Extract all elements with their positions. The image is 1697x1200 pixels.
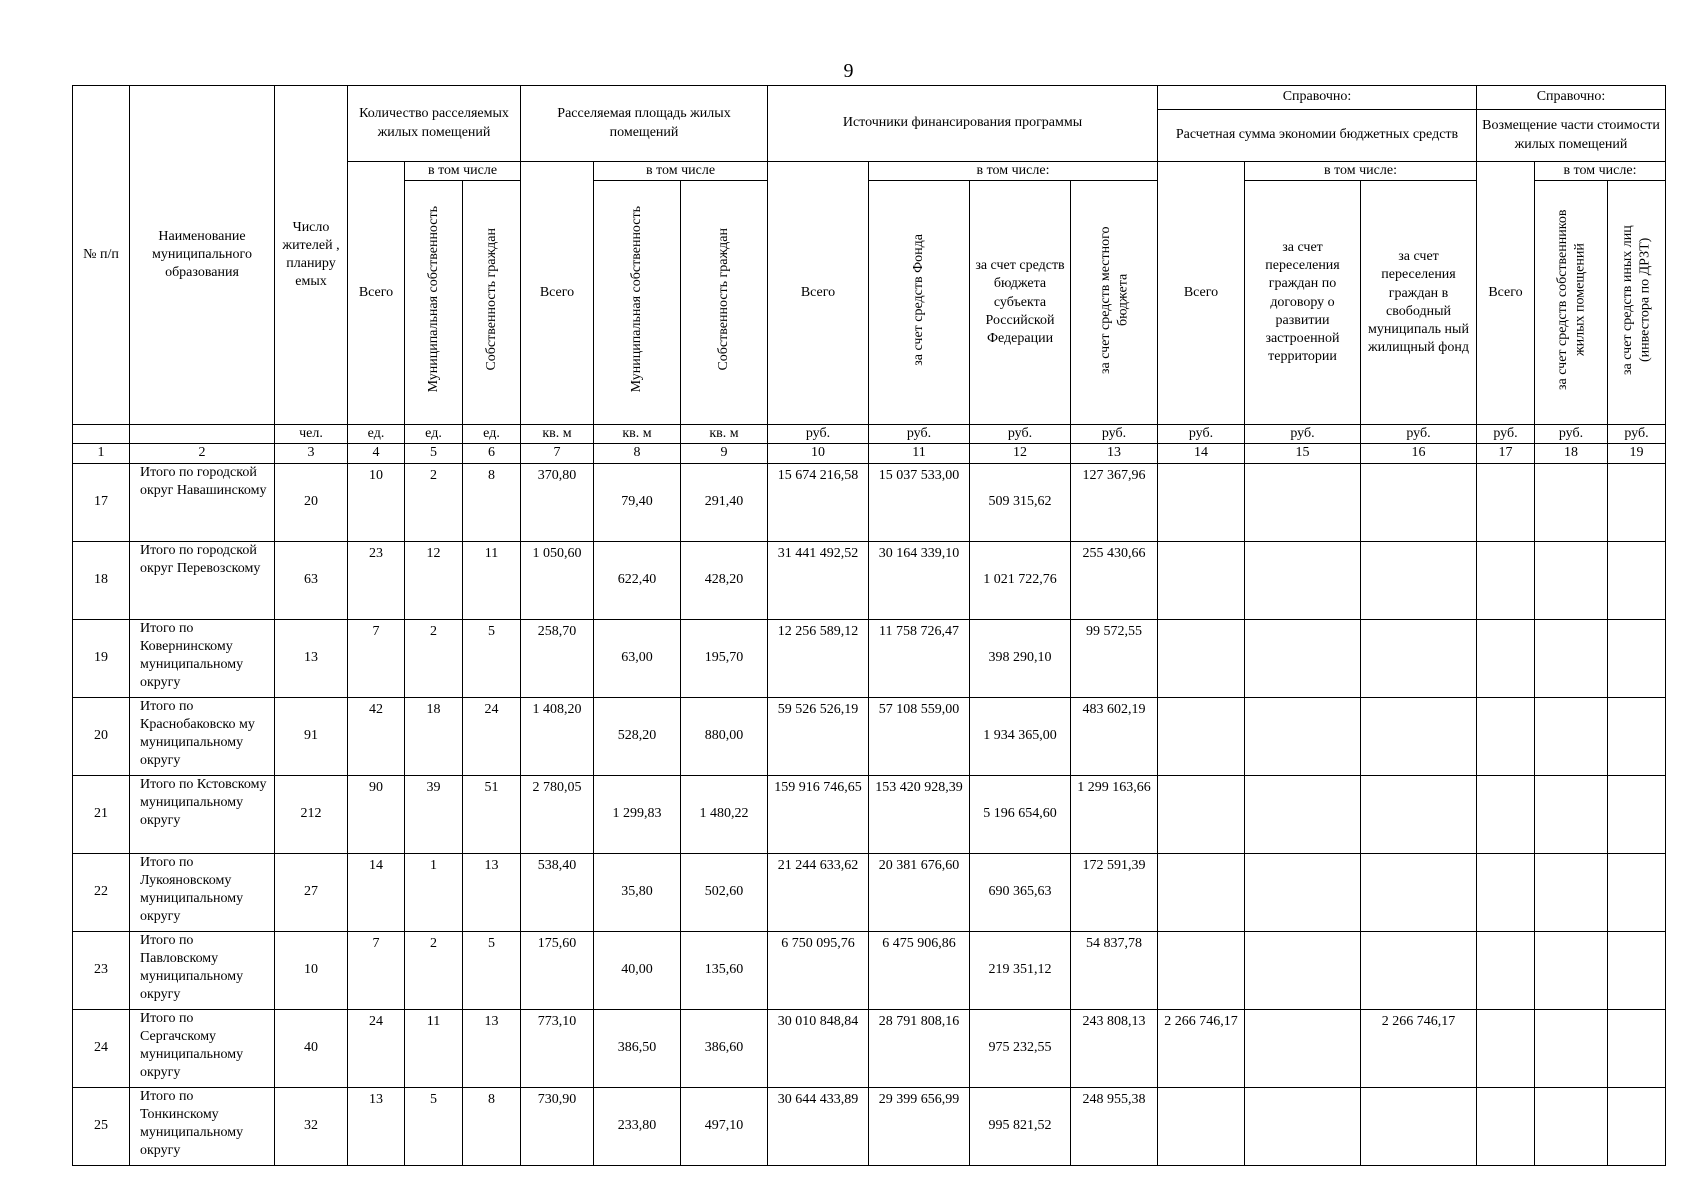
cell-comp-total (1477, 697, 1535, 775)
col-number: 13 (1071, 444, 1158, 463)
cell-n: 20 (73, 697, 130, 775)
col-number: 11 (869, 444, 970, 463)
cell-n: 25 (73, 1087, 130, 1165)
cell-area-mun: 40,00 (594, 931, 681, 1009)
cell-residents: 40 (275, 1009, 348, 1087)
cell-name: Итого по городской округ Перевозскому (130, 541, 275, 619)
col-number: 9 (681, 444, 768, 463)
unit: руб. (1535, 425, 1608, 444)
cell-qty-mun: 2 (405, 463, 463, 541)
cell-fin-subject: 690 365,63 (970, 853, 1071, 931)
cell-name: Итого по городской округ Навашинскому (130, 463, 275, 541)
cell-fin-subject: 995 821,52 (970, 1087, 1071, 1165)
cell-n: 19 (73, 619, 130, 697)
header-name: Наименование муниципального образования (130, 86, 275, 425)
cell-qty-mun: 2 (405, 619, 463, 697)
cell-qty-cit: 51 (463, 775, 521, 853)
cell-fin-local: 243 808,13 (1071, 1009, 1158, 1087)
cell-residents: 91 (275, 697, 348, 775)
header-econ-total: Всего (1158, 162, 1245, 425)
cell-comp-owners (1535, 775, 1608, 853)
cell-qty-cit: 11 (463, 541, 521, 619)
cell-area-total: 773,10 (521, 1009, 594, 1087)
cell-area-cit: 195,70 (681, 619, 768, 697)
cell-area-total: 1 050,60 (521, 541, 594, 619)
cell-comp-owners (1535, 931, 1608, 1009)
col-number: 19 (1608, 444, 1666, 463)
cell-fin-fund: 28 791 808,16 (869, 1009, 970, 1087)
unit: руб. (1071, 425, 1158, 444)
cell-econ-free (1361, 931, 1477, 1009)
col-number: 12 (970, 444, 1071, 463)
cell-qty-total: 10 (348, 463, 405, 541)
table-row (73, 853, 1666, 931)
cell-fin-local: 54 837,78 (1071, 931, 1158, 1009)
cell-qty-mun: 11 (405, 1009, 463, 1087)
cell-area-mun: 622,40 (594, 541, 681, 619)
cell-econ-free (1361, 1087, 1477, 1165)
cell-qty-mun: 2 (405, 931, 463, 1009)
cell-econ-total (1158, 541, 1245, 619)
cell-qty-total: 90 (348, 775, 405, 853)
unit: кв. м (681, 425, 768, 444)
unit: ед. (463, 425, 521, 444)
cell-econ-free (1361, 853, 1477, 931)
cell-area-cit: 502,60 (681, 853, 768, 931)
cell-qty-total: 24 (348, 1009, 405, 1087)
cell-comp-investors (1608, 931, 1666, 1009)
cell-comp-owners (1535, 619, 1608, 697)
cell-econ-dev (1245, 931, 1361, 1009)
cell-econ-dev (1245, 619, 1361, 697)
header-qty-incl: в том числе (405, 162, 521, 181)
cell-econ-dev (1245, 541, 1361, 619)
cell-comp-investors (1608, 541, 1666, 619)
header-fin-group: Источники финансирования программы (768, 86, 1158, 162)
cell-name: Итого по Краснобаковско му муниципальному округу (130, 697, 275, 775)
cell-name: Итого по Павловскому муниципальному округу (130, 931, 275, 1009)
cell-fin-fund: 20 381 676,60 (869, 853, 970, 931)
col-number: 2 (130, 444, 275, 463)
cell-n: 22 (73, 853, 130, 931)
header-econ-incl: в том числе: (1245, 162, 1477, 181)
cell-fin-total: 59 526 526,19 (768, 697, 869, 775)
col-number: 14 (1158, 444, 1245, 463)
unit: руб. (1477, 425, 1535, 444)
cell-area-cit: 135,60 (681, 931, 768, 1009)
cell-comp-investors (1608, 775, 1666, 853)
cell-n: 17 (73, 463, 130, 541)
cell-econ-free (1361, 541, 1477, 619)
col-number: 6 (463, 444, 521, 463)
cell-fin-subject: 398 290,10 (970, 619, 1071, 697)
cell-comp-investors (1608, 463, 1666, 541)
header-econ-dev: за счет переселения граждан по договору о развитии застроенной территории (1245, 181, 1361, 425)
cell-fin-total: 12 256 589,12 (768, 619, 869, 697)
cell-area-mun: 528,20 (594, 697, 681, 775)
cell-area-total: 175,60 (521, 931, 594, 1009)
unit: кв. м (521, 425, 594, 444)
header-fin-fund: за счет средств Фонда (911, 233, 927, 366)
table-row (73, 541, 1666, 619)
page-number: 9 (843, 60, 854, 82)
col-number: 5 (405, 444, 463, 463)
header-qty-total: Всего (348, 162, 405, 425)
header-qty-mun: Муниципальная собственность (425, 206, 441, 393)
cell-name: Итого по Кстовскому муниципальному округу (130, 775, 275, 853)
cell-econ-total (1158, 853, 1245, 931)
header-econ-free: за счет переселения граждан в свободный муниципаль ный жилищный фонд (1361, 181, 1477, 425)
cell-residents: 212 (275, 775, 348, 853)
cell-comp-total (1477, 541, 1535, 619)
column-numbers-row (73, 444, 1666, 463)
table-row (73, 775, 1666, 853)
header-ref2: Справочно: (1477, 86, 1666, 110)
header-num: № п/п (73, 86, 130, 425)
cell-comp-total (1477, 619, 1535, 697)
cell-comp-total (1477, 1009, 1535, 1087)
cell-comp-owners (1535, 1009, 1608, 1087)
cell-fin-total: 21 244 633,62 (768, 853, 869, 931)
cell-comp-investors (1608, 1009, 1666, 1087)
cell-fin-local: 248 955,38 (1071, 1087, 1158, 1165)
cell-comp-owners (1535, 463, 1608, 541)
cell-fin-fund: 29 399 656,99 (869, 1087, 970, 1165)
unit: руб. (768, 425, 869, 444)
cell-comp-total (1477, 1087, 1535, 1165)
unit: руб. (1158, 425, 1245, 444)
cell-area-cit: 1 480,22 (681, 775, 768, 853)
cell-fin-subject: 509 315,62 (970, 463, 1071, 541)
cell-econ-total (1158, 1087, 1245, 1165)
cell-area-mun: 1 299,83 (594, 775, 681, 853)
cell-qty-mun: 39 (405, 775, 463, 853)
col-number: 1 (73, 444, 130, 463)
cell-n: 24 (73, 1009, 130, 1087)
cell-residents: 32 (275, 1087, 348, 1165)
cell-econ-dev (1245, 697, 1361, 775)
cell-area-total: 258,70 (521, 619, 594, 697)
cell-fin-local: 255 430,66 (1071, 541, 1158, 619)
cell-comp-total (1477, 931, 1535, 1009)
cell-qty-cit: 5 (463, 619, 521, 697)
cell-fin-total: 31 441 492,52 (768, 541, 869, 619)
cell-area-mun: 233,80 (594, 1087, 681, 1165)
cell-comp-owners (1535, 541, 1608, 619)
cell-area-cit: 428,20 (681, 541, 768, 619)
header-residents: Число жителей , планиру емых (275, 86, 348, 425)
cell-qty-total: 23 (348, 541, 405, 619)
cell-residents: 63 (275, 541, 348, 619)
header-comp-owners: за счет средств собственников жилых помещений (1554, 209, 1587, 390)
cell-area-mun: 35,80 (594, 853, 681, 931)
cell-name: Итого по Сергачскому муниципальному округу (130, 1009, 275, 1087)
cell-econ-free (1361, 697, 1477, 775)
cell-fin-fund: 11 758 726,47 (869, 619, 970, 697)
cell-qty-mun: 12 (405, 541, 463, 619)
cell-fin-fund: 57 108 559,00 (869, 697, 970, 775)
cell-residents: 10 (275, 931, 348, 1009)
header-comp-group: Возмещение части стоимости жилых помещений (1477, 110, 1666, 162)
cell-area-mun: 79,40 (594, 463, 681, 541)
cell-comp-total (1477, 775, 1535, 853)
cell-comp-investors (1608, 853, 1666, 931)
col-number: 18 (1535, 444, 1608, 463)
cell-area-mun: 63,00 (594, 619, 681, 697)
header-comp-incl: в том числе: (1535, 162, 1666, 181)
unit: руб. (1361, 425, 1477, 444)
table-row (73, 619, 1666, 697)
cell-qty-total: 42 (348, 697, 405, 775)
cell-econ-total: 2 266 746,17 (1158, 1009, 1245, 1087)
header-qty-group: Количество расселяемых жилых помещений (348, 86, 521, 162)
table-row (73, 463, 1666, 541)
cell-fin-subject: 5 196 654,60 (970, 775, 1071, 853)
cell-area-total: 370,80 (521, 463, 594, 541)
table-row (73, 1087, 1666, 1165)
unit: чел. (275, 425, 348, 444)
unit: ед. (405, 425, 463, 444)
cell-econ-total (1158, 931, 1245, 1009)
cell-fin-local: 483 602,19 (1071, 697, 1158, 775)
col-number: 15 (1245, 444, 1361, 463)
header-fin-subject: за счет средств бюджета субъекта Российской Федерации (970, 181, 1071, 425)
cell-comp-total (1477, 463, 1535, 541)
cell-fin-total: 30 644 433,89 (768, 1087, 869, 1165)
cell-qty-mun: 5 (405, 1087, 463, 1165)
header-ref1: Справочно: (1158, 86, 1477, 110)
header-area-group: Расселяемая площадь жилых помещений (521, 86, 768, 162)
cell-econ-dev (1245, 853, 1361, 931)
header-comp-investors: за счет средств иных лиц (инвестора по ДРЗТ) (1620, 224, 1653, 375)
cell-qty-total: 14 (348, 853, 405, 931)
units-row (73, 425, 1666, 444)
cell-comp-total (1477, 853, 1535, 931)
cell-comp-owners (1535, 697, 1608, 775)
table-row (73, 931, 1666, 1009)
col-number: 17 (1477, 444, 1535, 463)
table-row (73, 1009, 1666, 1087)
cell-econ-total (1158, 775, 1245, 853)
cell-fin-fund: 6 475 906,86 (869, 931, 970, 1009)
col-number: 3 (275, 444, 348, 463)
cell-name: Итого по Тонкинскому муниципальному округу (130, 1087, 275, 1165)
table-row (73, 697, 1666, 775)
cell-qty-total: 13 (348, 1087, 405, 1165)
unit: ед. (348, 425, 405, 444)
col-number: 10 (768, 444, 869, 463)
cell-econ-free (1361, 463, 1477, 541)
header-area-total: Всего (521, 162, 594, 425)
cell-name: Итого по Лукояновскому муниципальному округу (130, 853, 275, 931)
unit: кв. м (594, 425, 681, 444)
cell-area-cit: 291,40 (681, 463, 768, 541)
cell-fin-fund: 15 037 533,00 (869, 463, 970, 541)
cell-area-cit: 497,10 (681, 1087, 768, 1165)
header-area-incl: в том числе (594, 162, 768, 181)
cell-area-total: 2 780,05 (521, 775, 594, 853)
cell-comp-investors (1608, 697, 1666, 775)
unit: руб. (869, 425, 970, 444)
cell-econ-dev (1245, 775, 1361, 853)
header-econ-group: Расчетная сумма экономии бюджетных средств (1158, 110, 1477, 162)
header-fin-local: за счет средств местного бюджета (1097, 225, 1130, 374)
cell-econ-total (1158, 697, 1245, 775)
cell-residents: 13 (275, 619, 348, 697)
program-table (72, 85, 1666, 1166)
cell-area-cit: 386,60 (681, 1009, 768, 1087)
cell-fin-local: 172 591,39 (1071, 853, 1158, 931)
unit: руб. (1245, 425, 1361, 444)
cell-comp-investors (1608, 1087, 1666, 1165)
cell-area-cit: 880,00 (681, 697, 768, 775)
header-fin-incl: в том числе: (869, 162, 1158, 181)
cell-fin-local: 99 572,55 (1071, 619, 1158, 697)
cell-qty-cit: 24 (463, 697, 521, 775)
cell-area-total: 538,40 (521, 853, 594, 931)
header-area-mun: Муниципальная собственность (629, 206, 645, 393)
col-number: 7 (521, 444, 594, 463)
cell-econ-free: 2 266 746,17 (1361, 1009, 1477, 1087)
header-area-cit: Собственность граждан (716, 228, 732, 371)
cell-area-total: 1 408,20 (521, 697, 594, 775)
cell-fin-subject: 1 934 365,00 (970, 697, 1071, 775)
cell-qty-mun: 18 (405, 697, 463, 775)
cell-qty-cit: 8 (463, 463, 521, 541)
cell-qty-cit: 13 (463, 853, 521, 931)
cell-fin-local: 127 367,96 (1071, 463, 1158, 541)
cell-comp-investors (1608, 619, 1666, 697)
cell-area-total: 730,90 (521, 1087, 594, 1165)
cell-fin-total: 6 750 095,76 (768, 931, 869, 1009)
cell-residents: 20 (275, 463, 348, 541)
cell-qty-total: 7 (348, 619, 405, 697)
unit: руб. (970, 425, 1071, 444)
cell-econ-dev (1245, 463, 1361, 541)
cell-qty-total: 7 (348, 931, 405, 1009)
cell-n: 21 (73, 775, 130, 853)
cell-n: 23 (73, 931, 130, 1009)
cell-fin-fund: 30 164 339,10 (869, 541, 970, 619)
cell-name: Итого по Ковернинскому муниципальному округу (130, 619, 275, 697)
cell-fin-total: 159 916 746,65 (768, 775, 869, 853)
cell-area-mun: 386,50 (594, 1009, 681, 1087)
cell-econ-total (1158, 619, 1245, 697)
cell-econ-dev (1245, 1009, 1361, 1087)
header-comp-total: Всего (1477, 162, 1535, 425)
cell-comp-owners (1535, 853, 1608, 931)
cell-fin-subject: 1 021 722,76 (970, 541, 1071, 619)
cell-fin-fund: 153 420 928,39 (869, 775, 970, 853)
cell-fin-total: 15 674 216,58 (768, 463, 869, 541)
cell-fin-total: 30 010 848,84 (768, 1009, 869, 1087)
unit: руб. (1608, 425, 1666, 444)
cell-n: 18 (73, 541, 130, 619)
cell-econ-free (1361, 775, 1477, 853)
col-number: 16 (1361, 444, 1477, 463)
cell-fin-subject: 975 232,55 (970, 1009, 1071, 1087)
cell-comp-owners (1535, 1087, 1608, 1165)
cell-econ-free (1361, 619, 1477, 697)
cell-residents: 27 (275, 853, 348, 931)
cell-qty-cit: 5 (463, 931, 521, 1009)
cell-qty-cit: 13 (463, 1009, 521, 1087)
table-body (73, 463, 1666, 1165)
col-number: 8 (594, 444, 681, 463)
header-qty-cit: Собственность граждан (483, 228, 499, 371)
cell-fin-local: 1 299 163,66 (1071, 775, 1158, 853)
cell-econ-dev (1245, 1087, 1361, 1165)
cell-fin-subject: 219 351,12 (970, 931, 1071, 1009)
col-number: 4 (348, 444, 405, 463)
cell-econ-total (1158, 463, 1245, 541)
header-fin-total: Всего (768, 162, 869, 425)
cell-qty-mun: 1 (405, 853, 463, 931)
cell-qty-cit: 8 (463, 1087, 521, 1165)
